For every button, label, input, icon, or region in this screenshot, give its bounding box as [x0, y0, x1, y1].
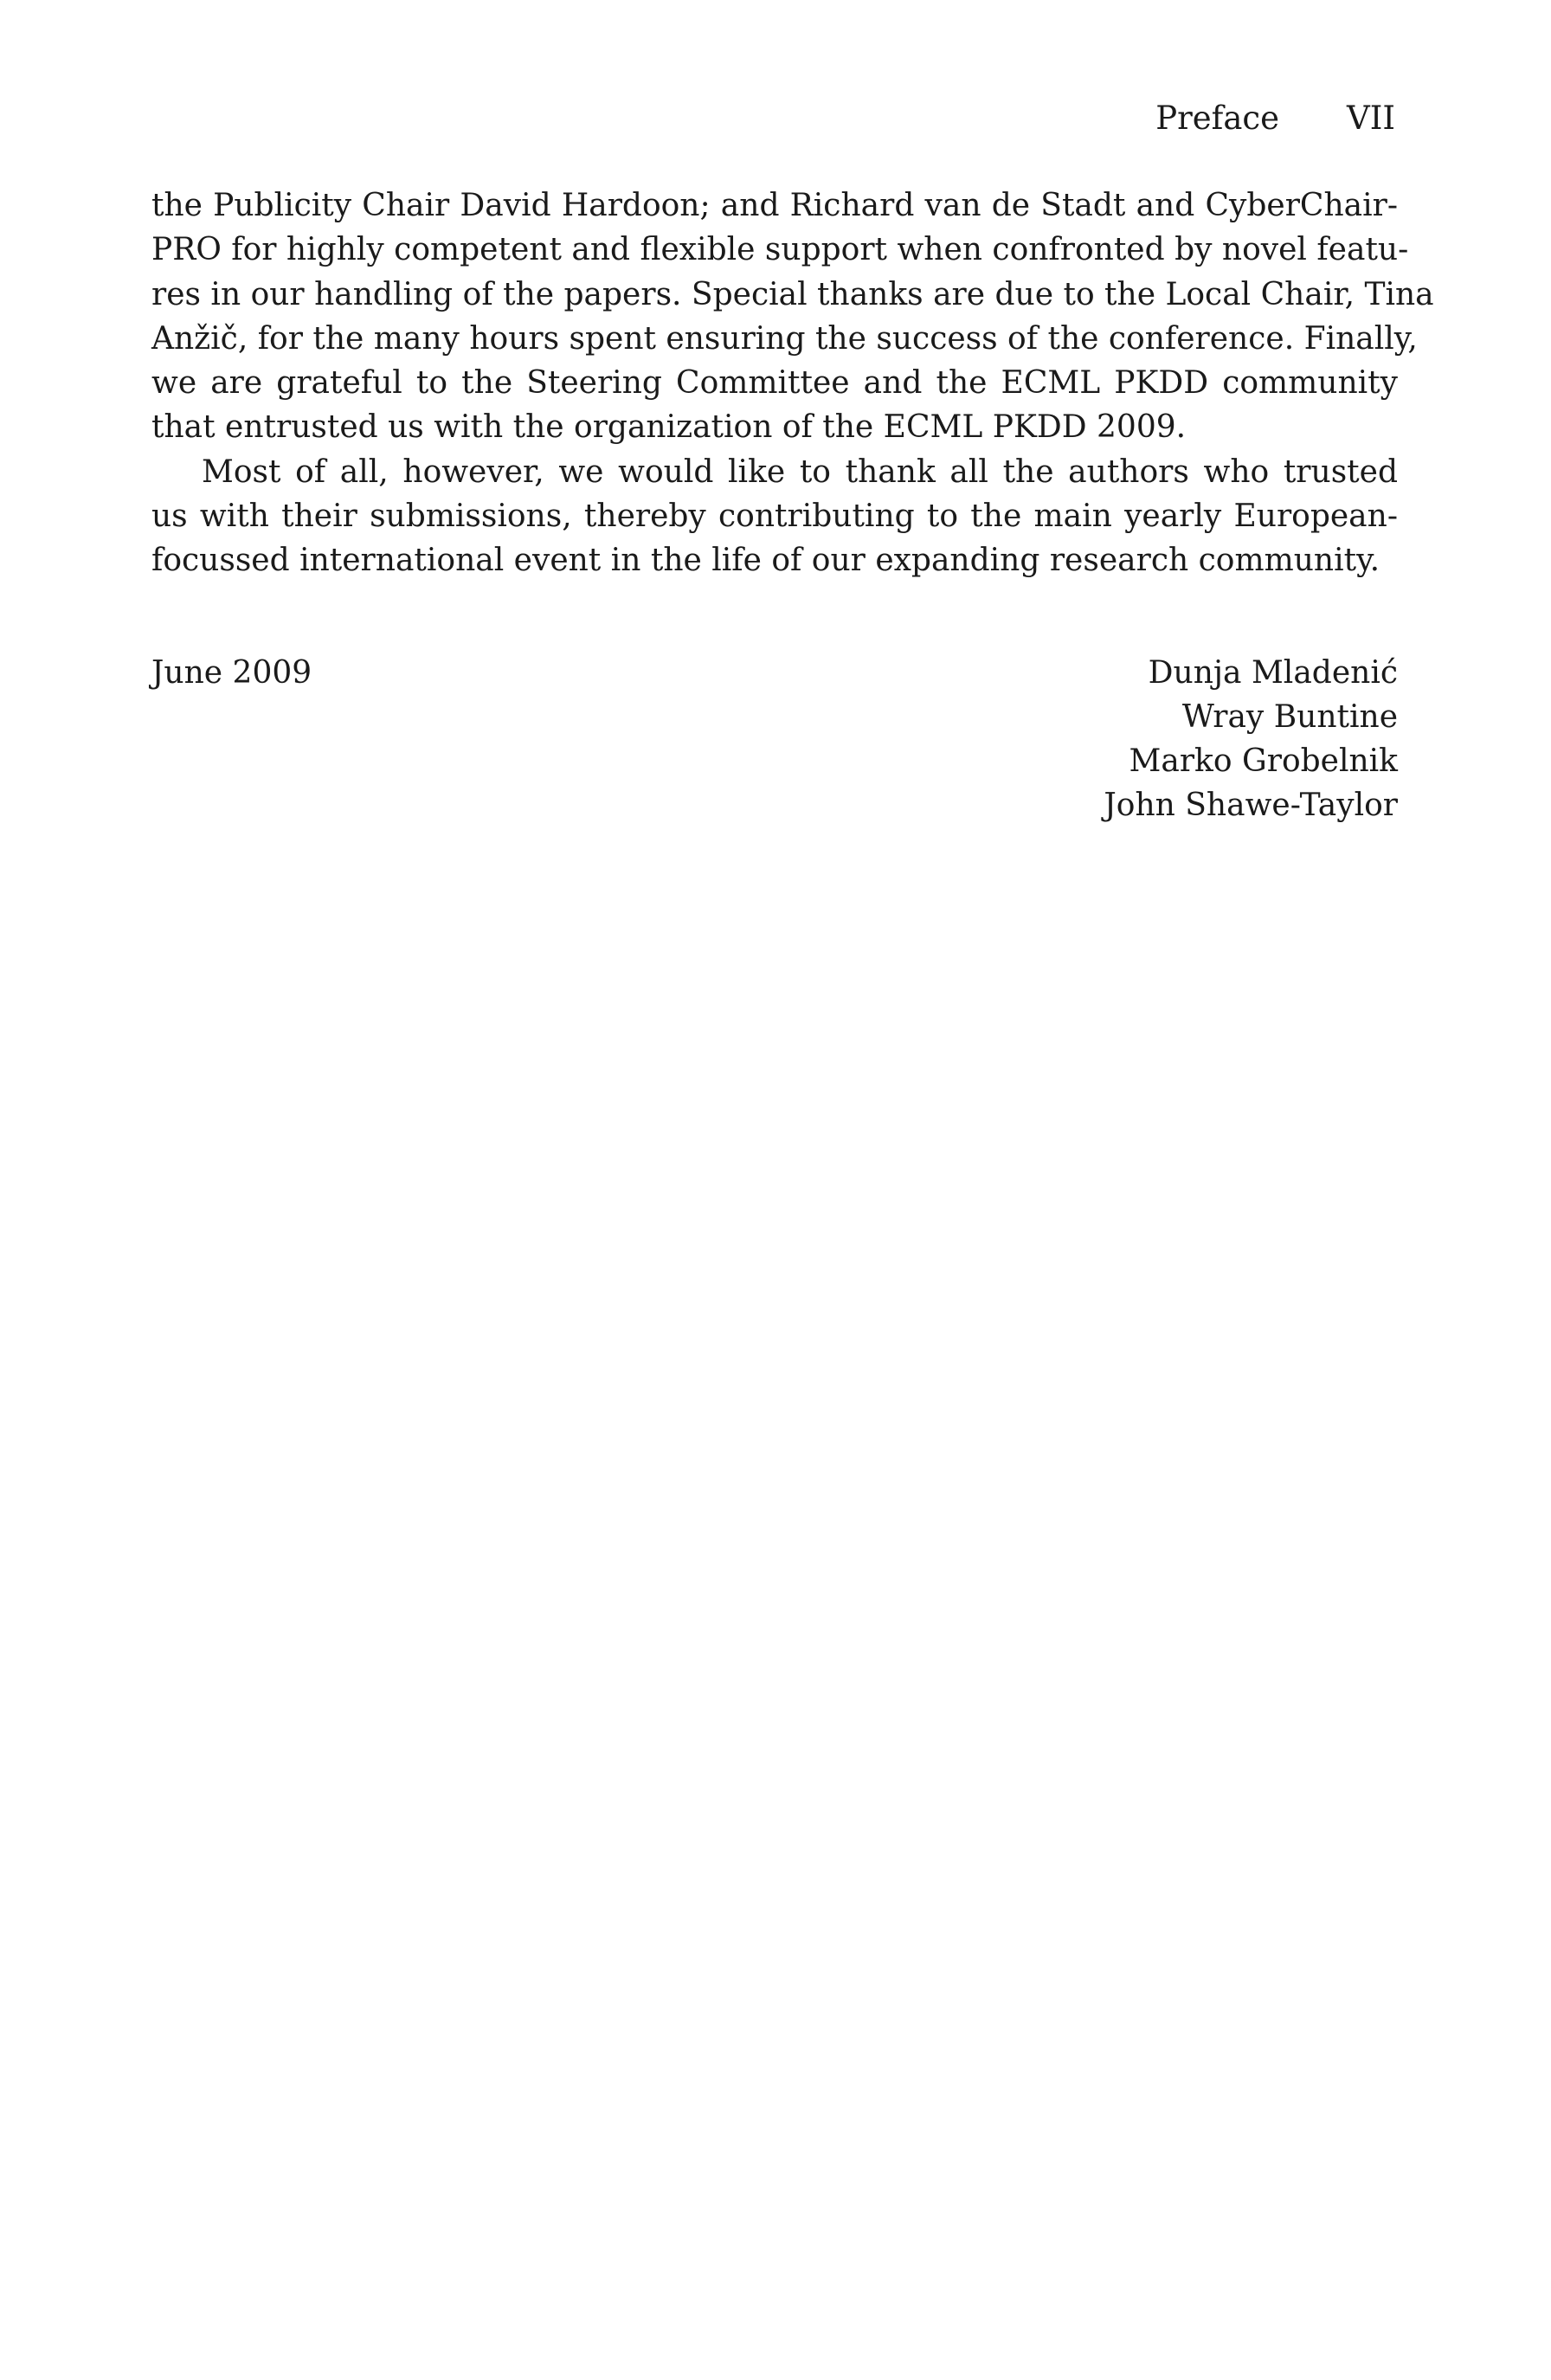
text-line: Most of all, however, we would like to thank all the authors who trusted — [202, 453, 1398, 490]
signatories — [1104, 651, 1398, 827]
section-title: Preface — [1155, 100, 1280, 137]
text-line: res in our handling of the papers. Special thanks are due to the Local Chair, Tina — [151, 276, 1434, 312]
page-number: VII — [1347, 100, 1395, 137]
closing-date: June 2009 — [151, 655, 312, 691]
body-text — [151, 183, 1434, 583]
paragraph-1 — [151, 183, 1434, 450]
signatory-name: John Shawe-Taylor — [1104, 788, 1398, 823]
signatory-name: Dunja Mladenić — [1148, 655, 1398, 691]
text-line: us with their submissions, thereby contributing to the main yearly European- — [151, 499, 1398, 535]
paragraph-2 — [151, 450, 1398, 583]
text-line: that entrusted us with the organization of the ECML PKDD 2009. — [151, 409, 1187, 446]
text-line: Anžič, for the many hours spent ensuring the success of the conference. Finally, — [151, 320, 1418, 357]
signatory-name: Marko Grobelnik — [1129, 743, 1398, 779]
text-line: PRO for highly competent and flexible support when confronted by novel featu- — [151, 232, 1409, 268]
signatory-name: Wray Buntine — [1181, 699, 1398, 735]
text-line: we are grateful to the Steering Committee and the ECML PKDD community — [151, 365, 1398, 402]
text-line: the Publicity Chair David Hardoon; and Richard van de Stadt and CyberChair- — [151, 188, 1398, 223]
running-head — [1155, 98, 1395, 139]
text-line: focussed international event in the life of our expanding research community. — [151, 543, 1380, 579]
